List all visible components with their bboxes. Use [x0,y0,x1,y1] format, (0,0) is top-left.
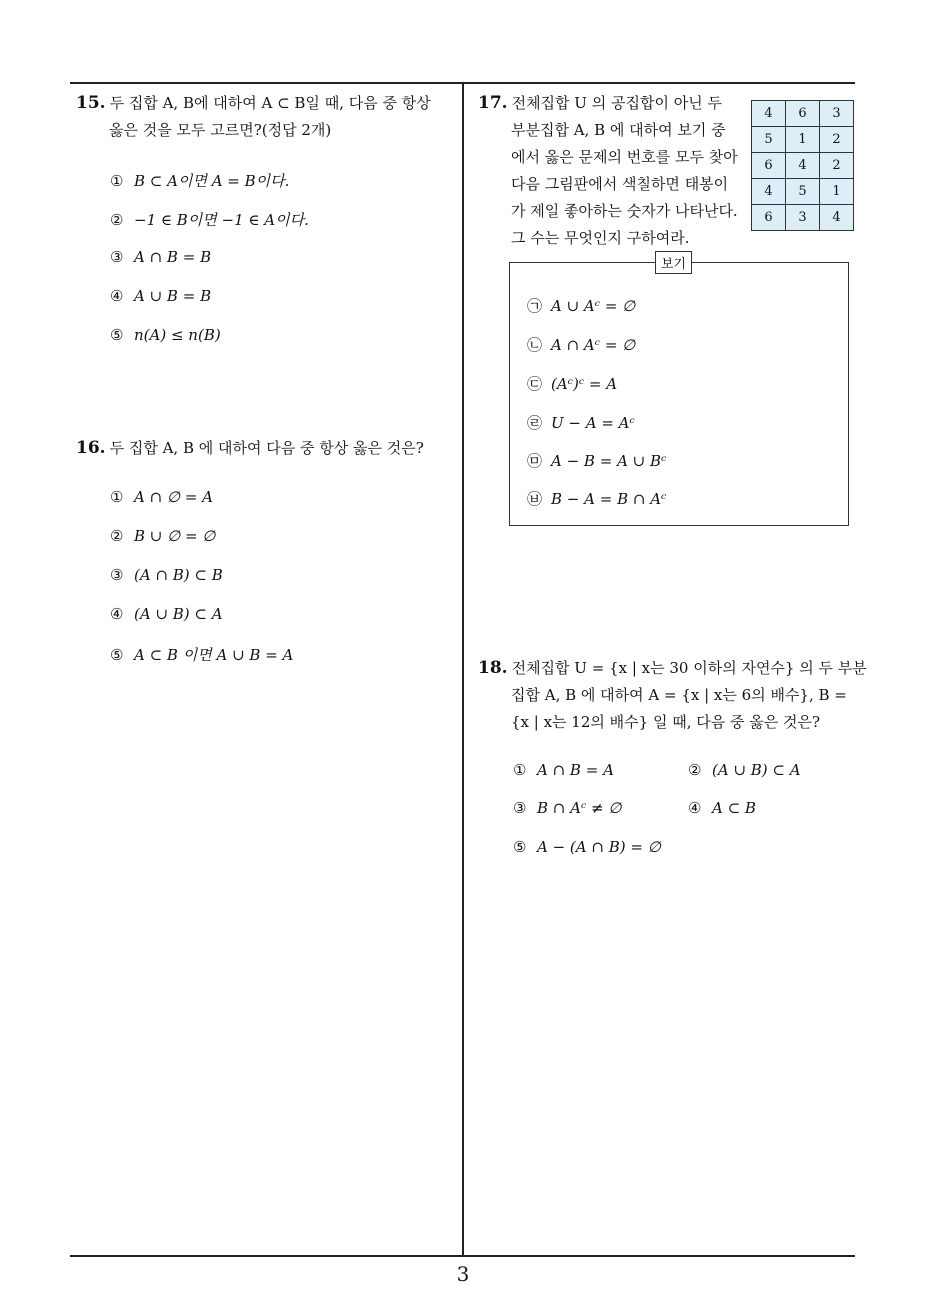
q15-option-2[interactable]: ② −1 ∈ B이면 −1 ∈ A이다. [110,211,309,229]
question-15-number: 15. [76,93,106,113]
question-17 [478,90,738,252]
question-15-line-2: 옳은 것을 모두 고르면?(정답 2개) [109,121,332,139]
question-17-line-4: 다음 그림판에서 색칠하면 태봉이 [511,175,729,193]
grid-cell[interactable]: 3 [820,101,854,127]
question-18-line-3: {x | x는 12의 배수} 일 때, 다음 중 옳은 것은? [511,713,821,731]
q15-option-1[interactable]: ① B ⊂ A이면 A = B이다. [110,172,290,190]
grid-cell[interactable]: 6 [752,205,786,231]
q18-option-5[interactable]: ⑤ A − (A ∩ B) = ∅ [513,838,661,856]
page-number: 3 [456,1262,470,1286]
question-15-line-1: 15. 두 집합 A, B에 대하여 A ⊂ B일 때, 다음 중 항상 [76,93,431,113]
example-item-2[interactable]: ㉡ A ∩ Aᶜ = ∅ [527,336,636,354]
question-17-number: 17. [478,93,508,113]
grid-row [752,205,854,231]
question-15 [76,90,431,144]
grid-cell[interactable]: 5 [752,127,786,153]
example-box-title: 보기 [655,251,692,274]
grid-cell[interactable]: 3 [786,205,820,231]
grid-cell[interactable]: 2 [820,127,854,153]
grid-cell[interactable]: 5 [786,179,820,205]
question-17-line-3: 에서 옳은 문제의 번호를 모두 찾아 [511,148,738,166]
question-16-number: 16. [76,438,106,458]
question-18 [478,655,867,736]
question-18-number: 18. [478,658,508,678]
number-grid [751,100,854,231]
column-divider [462,82,464,1257]
question-18-line-1: 18. 전체집합 U = {x | x는 30 이하의 자연수} 의 두 부분 [478,658,867,678]
grid-row [752,127,854,153]
q18-option-3[interactable]: ③ B ∩ Aᶜ ≠ ∅ [513,799,622,817]
q15-option-3[interactable]: ③ A ∩ B = B [110,248,212,266]
question-18-line-2: 집합 A, B 에 대하여 A = {x | x는 6의 배수}, B = [511,686,847,704]
example-item-5[interactable]: ㉤ A − B = A ∪ Bᶜ [527,452,667,470]
q18-option-2[interactable]: ② (A ∪ B) ⊂ A [688,761,801,779]
grid-cell[interactable]: 4 [752,179,786,205]
grid-cell[interactable]: 4 [752,101,786,127]
q16-option-3[interactable]: ③ (A ∩ B) ⊂ B [110,566,223,584]
bottom-rule [70,1255,855,1257]
grid-cell[interactable]: 6 [752,153,786,179]
example-item-4[interactable]: ㉣ U − A = Aᶜ [527,414,635,432]
grid-cell[interactable]: 2 [820,153,854,179]
question-17-line-5: 가 제일 좋아하는 숫자가 나타난다. [511,202,738,220]
grid-row [752,101,854,127]
q15-option-5[interactable]: ⑤ n(A) ≤ n(B) [110,326,221,344]
q18-option-4[interactable]: ④ A ⊂ B [688,799,756,817]
q16-option-4[interactable]: ④ (A ∪ B) ⊂ A [110,605,223,623]
q16-option-1[interactable]: ① A ∩ ∅ = A [110,488,213,506]
grid-cell[interactable]: 4 [786,153,820,179]
question-17-line-2: 부분집합 A, B 에 대하여 보기 중 [511,121,726,139]
q16-option-5[interactable]: ⑤ A ⊂ B 이면 A ∪ B = A [110,646,294,664]
example-item-6[interactable]: ㉥ B − A = B ∩ Aᶜ [527,490,667,508]
question-17-line-1: 17. 전체집합 U 의 공집합이 아닌 두 [478,93,722,113]
question-16-line-1: 16. 두 집합 A, B 에 대하여 다음 중 항상 옳은 것은? [76,438,424,458]
q18-option-1[interactable]: ① A ∩ B = A [513,761,614,779]
grid-cell[interactable]: 1 [786,127,820,153]
grid-cell[interactable]: 6 [786,101,820,127]
question-17-line-6: 그 수는 무엇인지 구하여라. [511,229,690,247]
grid-row [752,153,854,179]
example-item-1[interactable]: ㉠ A ∪ Aᶜ = ∅ [527,297,636,315]
grid-row [752,179,854,205]
grid-cell[interactable]: 4 [820,205,854,231]
grid-cell[interactable]: 1 [820,179,854,205]
q16-option-2[interactable]: ② B ∪ ∅ = ∅ [110,527,216,545]
q15-option-4[interactable]: ④ A ∪ B = B [110,287,212,305]
question-16 [76,435,424,462]
example-item-3[interactable]: ㉢ (Aᶜ)ᶜ = A [527,375,618,393]
